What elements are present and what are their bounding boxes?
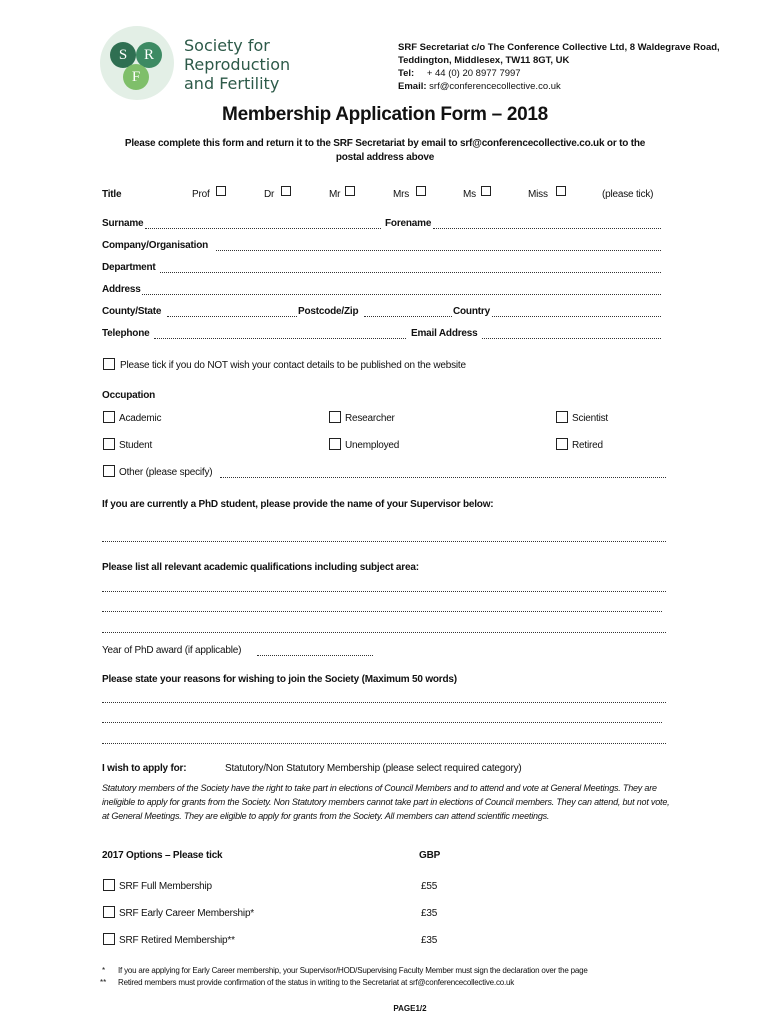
title-option-mrs: Mrs — [393, 189, 410, 200]
header-tel — [398, 67, 521, 80]
department-field[interactable] — [160, 272, 661, 273]
reasons-label: Please state your reasons for wishing to join the Society (Maximum 50 words) — [102, 674, 457, 685]
title-mr-checkbox[interactable] — [345, 186, 355, 196]
occupation-heading: Occupation — [102, 390, 156, 401]
occupation-student-label: Student — [119, 440, 153, 451]
logo-circle-r: R — [136, 42, 162, 68]
occupation-unemployed-checkbox[interactable] — [329, 438, 341, 450]
occupation-researcher-label: Researcher — [345, 413, 395, 424]
email-field[interactable] — [482, 338, 661, 339]
address-field[interactable] — [142, 294, 661, 295]
qualifications-field-1[interactable] — [102, 591, 666, 592]
page-number: PAGE1/2 — [393, 1004, 427, 1013]
publish-opt-out-label: Please tick if you do NOT wish your contact details to be published on the website — [120, 360, 466, 371]
logo-line-1: Society for — [184, 36, 270, 55]
header-tel-label: Tel: — [398, 68, 415, 79]
title-option-dr: Dr — [264, 189, 275, 200]
department-label: Department — [102, 262, 156, 273]
footnote-1-mark: * — [102, 966, 106, 975]
option-full-label: SRF Full Membership — [119, 881, 212, 892]
title-label: Title — [102, 189, 122, 200]
option-full-checkbox[interactable] — [103, 879, 115, 891]
occupation-other-checkbox[interactable] — [103, 465, 115, 477]
phd-supervisor-field[interactable] — [102, 541, 666, 542]
title-option-mr: Mr — [329, 189, 341, 200]
title-option-miss: Miss — [528, 189, 548, 200]
title-option-ms: Ms — [463, 189, 476, 200]
title-prof-checkbox[interactable] — [216, 186, 226, 196]
occupation-student-checkbox[interactable] — [103, 438, 115, 450]
postcode-label: Postcode/Zip — [298, 306, 359, 317]
address-label: Address — [102, 284, 141, 295]
occupation-academic-label: Academic — [119, 413, 162, 424]
occupation-scientist-checkbox[interactable] — [556, 411, 568, 423]
header-address-1: SRF Secretariat c/o The Conference Collective Ltd, 8 Waldegrave Road, — [398, 42, 720, 53]
qualifications-field-3[interactable] — [102, 632, 666, 633]
option-retired-price: £35 — [421, 935, 438, 946]
instructions-line-2: postal address above — [335, 152, 435, 163]
options-heading: 2017 Options – Please tick — [102, 850, 223, 861]
qualifications-field-2[interactable] — [102, 611, 662, 612]
company-field[interactable] — [216, 250, 661, 251]
option-retired-label: SRF Retired Membership** — [119, 935, 235, 946]
county-field[interactable] — [167, 316, 297, 317]
header-email-value: srf@conferencecollective.co.uk — [429, 81, 561, 92]
title-mrs-checkbox[interactable] — [416, 186, 426, 196]
title-ms-checkbox[interactable] — [481, 186, 491, 196]
qualifications-label: Please list all relevant academic qualifications including subject area: — [102, 562, 419, 573]
occupation-other-field[interactable] — [220, 477, 666, 478]
reasons-field-1[interactable] — [102, 702, 666, 703]
forename-label: Forename — [385, 218, 432, 229]
statutory-note: Statutory members of the Society have the right to take part in elections of Council Members and to attend and vote at General Meetings. They are ineligible to apply for grants from the Society. Non Statutory members cannot take part in elections of Council members. They can attend, but not vote, at General Meetings. They are eligible to apply for grants from the Society. All members can attend scientific meetings. — [102, 783, 670, 821]
occupation-retired-label: Retired — [572, 440, 603, 451]
logo-line-3: and Fertility — [184, 74, 280, 93]
option-early-career-label: SRF Early Career Membership* — [119, 908, 254, 919]
option-retired-checkbox[interactable] — [103, 933, 115, 945]
header-email-label: Email: — [398, 81, 427, 92]
reasons-field-2[interactable] — [102, 722, 662, 723]
occupation-academic-checkbox[interactable] — [103, 411, 115, 423]
phd-award-label: Year of PhD award (if applicable) — [102, 645, 242, 656]
occupation-researcher-checkbox[interactable] — [329, 411, 341, 423]
apply-label: I wish to apply for: — [102, 763, 187, 774]
option-early-career-price: £35 — [421, 908, 438, 919]
title-miss-checkbox[interactable] — [556, 186, 566, 196]
header-tel-value: + 44 (0) 20 8977 7997 — [426, 68, 521, 79]
telephone-field[interactable] — [154, 338, 406, 339]
header-address-2: Teddington, Middlesex, TW11 8GT, UK — [398, 55, 570, 66]
title-option-prof: Prof — [192, 189, 210, 200]
phd-award-field[interactable] — [257, 655, 373, 656]
forename-field[interactable] — [433, 228, 661, 229]
county-label: County/State — [102, 306, 162, 317]
publish-opt-out-checkbox[interactable] — [103, 358, 115, 370]
title-dr-checkbox[interactable] — [281, 186, 291, 196]
title-hint: (please tick) — [602, 189, 654, 200]
email-label: Email Address — [411, 328, 478, 339]
occupation-other-label: Other (please specify) — [119, 467, 213, 478]
instructions-line-1: Please complete this form and return it to the SRF Secretariat by email to srf@conferencecollective.co.uk or to the — [124, 138, 646, 149]
occupation-retired-checkbox[interactable] — [556, 438, 568, 450]
postcode-field[interactable] — [364, 316, 452, 317]
company-label: Company/Organisation — [102, 240, 209, 251]
footnote-2: Retired members must provide confirmation of the status in writing to the Secretariat at srf@conferencecollective.co.uk — [118, 978, 515, 987]
occupation-unemployed-label: Unemployed — [345, 440, 400, 451]
phd-supervisor-label: If you are currently a PhD student, please provide the name of your Supervisor below: — [102, 499, 494, 510]
footnote-1: If you are applying for Early Career membership, your Supervisor/HOD/Supervising Faculty Member must sign the declaration over the page — [118, 966, 588, 975]
options-currency: GBP — [419, 850, 441, 861]
header-email — [398, 80, 561, 93]
form-title: Membership Application Form – 2018 — [222, 104, 548, 125]
footnote-2-mark: ** — [100, 978, 107, 987]
logo-circle-s: S — [110, 42, 136, 68]
option-full-price: £55 — [421, 881, 438, 892]
surname-field[interactable] — [145, 228, 381, 229]
option-early-career-checkbox[interactable] — [103, 906, 115, 918]
occupation-scientist-label: Scientist — [572, 413, 608, 424]
surname-label: Surname — [102, 218, 144, 229]
logo-line-2: Reproduction — [184, 55, 291, 74]
telephone-label: Telephone — [102, 328, 150, 339]
country-label: Country — [453, 306, 490, 317]
country-field[interactable] — [492, 316, 661, 317]
apply-value: Statutory/Non Statutory Membership (please select required category) — [225, 763, 522, 774]
reasons-field-3[interactable] — [102, 743, 666, 744]
logo-circle-f: F — [123, 64, 149, 90]
